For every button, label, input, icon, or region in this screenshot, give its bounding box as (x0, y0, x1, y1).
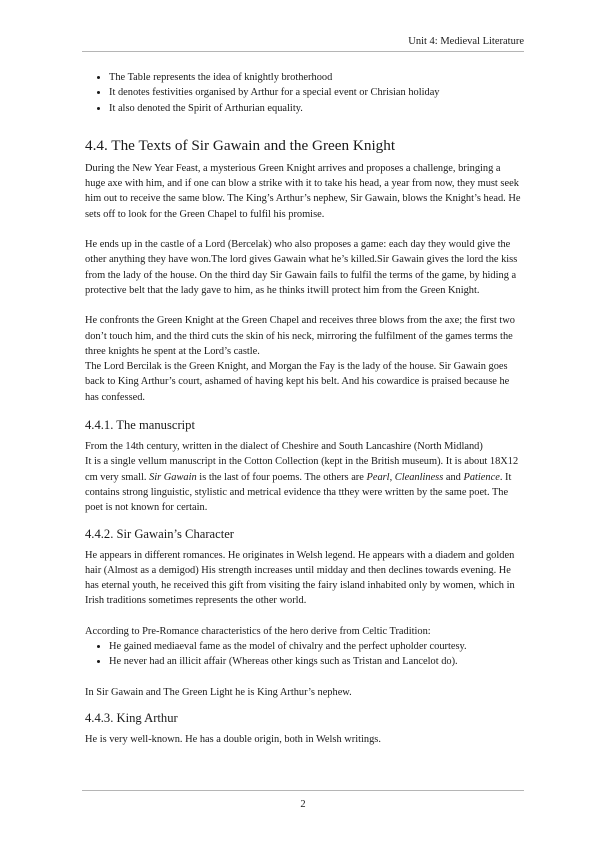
unit-title: Unit 4: Medieval Literature (408, 36, 524, 47)
section-heading-4-4-2: 4.4.2. Sir Gawain’s Character (85, 526, 234, 541)
page-number: 2 (300, 799, 306, 810)
poem-title: Cleanliness (394, 471, 444, 483)
intro-bullet-list (85, 70, 522, 116)
page-header (82, 36, 524, 52)
list-item: • The Table represents the idea of knightly brotherhood (109, 70, 522, 85)
section-heading-4-4-1: 4.4.1. The manuscript (85, 418, 195, 433)
paragraph: According to Pre-Romance characteristics of the hero derive from Celtic Tradition: (85, 625, 431, 637)
poem-title: Pearl (366, 471, 390, 483)
page-footer (82, 790, 524, 810)
paragraph: It is a single vellum manuscript in the Cotton Collection (kept in the British museum). It is about 18X12 cm very small. Sir Gawain is the last of four poems. The others are Pearl, Cleanliness and Patience. It contains strong linguistic, stylistic and metrical evidence tha tthey were written by the same poet. The poet is not known for certain. (85, 456, 519, 514)
poem-title: Patience (463, 471, 500, 483)
paragraph: He ends up in the castle of a Lord (Bercelak) who also proposes a game: each day they would give the other anything they have won.The lord gives Gawain what he’s killed.Sir Gawain gives the lord the kiss from the lady of the house. On the third day Sir Gawain fails to fulfil the terms of the game, by hiding a protective belt that the lady gave to him, as he thinks itwill protect him from the Green Knight. (85, 239, 518, 296)
paragraph: He appears in different romances. He originates in Welsh legend. He appears with a diadem and golden hair (Almost as a demigod) His strength increases until midday and then declines towards evening. He has eternal youth, he received this gift from visiting the fairy island inhabited only by women, which in Irish traditions sometimes represents the other world. (85, 549, 515, 607)
paragraph: He is very well-known. He has a double origin, both in Welsh writings. (85, 733, 381, 745)
list-item: • He never had an illicit affair (Whereas other kings such as Tristan and Lancelot do). (109, 654, 522, 669)
list-item: • It also denoted the Spirit of Arthurian equality. (109, 101, 522, 116)
paragraph: In Sir Gawain and The Green Light he is King Arthur’s nephew. (85, 686, 352, 698)
poem-title: Sir Gawain (149, 471, 197, 483)
paragraph: From the 14th century, written in the dialect of Cheshire and South Lancashire (North Midland) (85, 441, 483, 453)
paragraph: During the New Year Feast, a mysterious Green Knight arrives and proposes a challenge, bringing a huge axe with him, and if one can blow a strike with it to take his head, a year from now, they must seek him out to receive the same blow. The King’s Arthur’s nephew, Sir Gawain, blows the Knight’s head. He sets off to look for the Green Chapel to fulfil his promise. (85, 162, 521, 220)
page-content (85, 70, 522, 762)
list-item: • He gained mediaeval fame as the model of chivalry and the perfect upholder courtesy. (109, 639, 522, 654)
section-heading-4-4: 4.4. The Texts of Sir Gawain and the Green Knight (85, 136, 396, 154)
list-item: • It denotes festivities organised by Arthur for a special event or Chrisian holiday (109, 85, 522, 100)
paragraph: He confronts the Green Knight at the Green Chapel and receives three blows from the axe; the first two don’t touch him, and the third cuts the skin of his neck, mirroring the fulfilment of the games terms the three knights he spent at the Lord’s castle. (85, 315, 515, 357)
section-heading-4-4-3: 4.4.3. King Arthur (85, 710, 178, 725)
hero-bullet-list (85, 639, 522, 670)
paragraph: The Lord Bercilak is the Green Knight, and Morgan the Fay is the lady of the house. Sir Gawain goes back to King Arthur’s court, ashamed of having kept his belt. And his cowardice is praised because he has confessed. (85, 361, 510, 403)
